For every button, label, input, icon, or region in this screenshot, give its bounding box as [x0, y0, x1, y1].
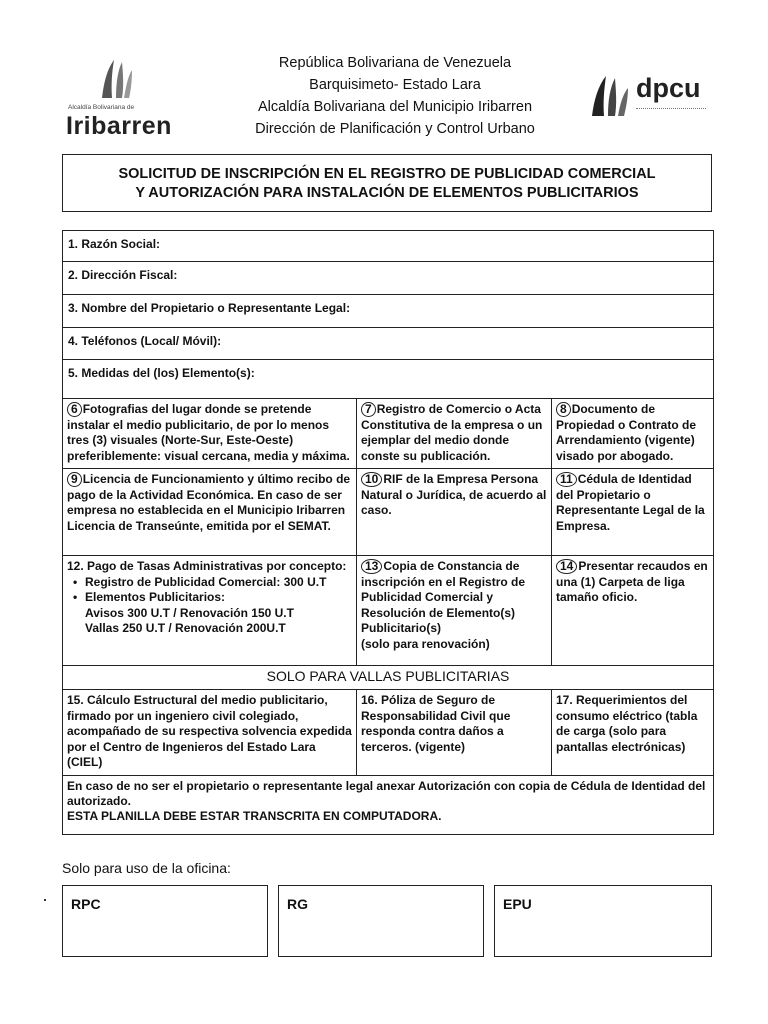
legal-note-line-1: En caso de no ser el propietario o representante legal anexar Autorización con copia de Cédula de Identidad del autorizado.	[67, 779, 706, 808]
dpcu-emblem-icon	[588, 72, 632, 118]
requirement-17: 17. Requerimientos del consumo eléctrico (tabla de carga (solo para pantallas electrónicas)	[556, 693, 698, 754]
requirement-text: Registro de Comercio o Acta Constitutiva de la empresa o un ejemplar del medio donde conste su publicación.	[361, 402, 543, 463]
form-title-line-1: SOLICITUD DE INSCRIPCIÓN EN EL REGISTRO DE PUBLICIDAD COMERCIAL	[118, 166, 656, 182]
requirement-13-sub: (solo para renovación)	[361, 636, 490, 651]
office-use-label: Solo para uso de la oficina:	[62, 860, 231, 876]
fee-vallas: Vallas 250 U.T / Renovación 200U.T	[85, 621, 286, 635]
header-line-3: Alcaldía Bolivariana del Municipio Iribarren	[257, 99, 533, 115]
logo-right-underline	[636, 108, 706, 111]
requirement-text: Licencia de Funcionamiento y último recibo de pago de la Actividad Económica. En caso de ser empresa no establecida en el Municipio Iribarren Licencia de Transeúnte, emitida por el SEMAT.	[67, 472, 351, 533]
requirements-row-2	[63, 469, 713, 556]
requirement-12-title: 12. Pago de Tasas Administrativas por concepto:	[67, 559, 347, 573]
field-propietario[interactable]	[63, 295, 713, 328]
field-razon-social[interactable]	[63, 231, 713, 262]
requirement-12	[63, 556, 357, 665]
requirement-text: Fotografias del lugar donde se pretende instalar el medio publicitario, de por lo menos tres (3) visuales (Norte-Sur, Este-Oeste) preferiblemente: visual cercana, media y máxima.	[67, 402, 350, 463]
requirement-number: 13	[361, 559, 382, 574]
requirement-text: RIF de la Empresa Persona Natural o Jurídica, de acuerdo al caso.	[361, 472, 547, 517]
requirement-number: 14	[556, 559, 577, 574]
field-direccion-fiscal[interactable]	[63, 262, 713, 295]
requirement-10	[357, 469, 552, 555]
field-label: 3. Nombre del Propietario o Representante Legal:	[68, 301, 351, 315]
requirement-text: Copia de Constancia de inscripción en el Registro de Publicidad Comercial y Resolución de Elemento(s) Publicitario(s)	[361, 559, 526, 635]
dpcu-logo	[588, 68, 718, 128]
office-box-epu[interactable]	[494, 885, 712, 957]
requirement-number: 6	[67, 402, 82, 417]
requirement-6	[63, 399, 357, 468]
header-line-1: República Bolivariana de Venezuela	[278, 55, 512, 71]
office-box-label: EPU	[503, 896, 532, 912]
requirement-16: 16. Póliza de Seguro de Responsabilidad Civil que responda contra daños a terceros. (vigente)	[357, 690, 552, 775]
legal-note	[63, 776, 713, 834]
requirement-text: Documento de Propiedad o Contrato de Arrendamiento (vigente) visado por abogado.	[556, 402, 697, 463]
vallas-heading: SOLO PARA VALLAS PUBLICITARIAS	[63, 666, 713, 690]
requirements-row-1	[63, 399, 713, 469]
fee-elementos: • Elementos Publicitarios:	[73, 590, 353, 606]
requirement-number: 8	[556, 402, 571, 417]
field-label: 2. Dirección Fiscal:	[68, 268, 178, 282]
form-title-line-2: Y AUTORIZACIÓN PARA INSTALACIÓN DE ELEMENTOS PUBLICITARIOS	[135, 185, 639, 201]
office-box-label: RG	[287, 896, 308, 912]
requirement-number: 10	[361, 472, 382, 487]
application-form	[62, 230, 714, 835]
requirement-7	[357, 399, 552, 468]
legal-note-line-2: ESTA PLANILLA DEBE ESTAR TRANSCRITA EN COMPUTADORA.	[67, 809, 442, 823]
requirement-text: Cédula de Identidad del Propietario o Representante Legal de la Empresa.	[556, 472, 705, 533]
field-medidas[interactable]	[63, 360, 713, 399]
logo-left-big-text: Iribarren	[66, 112, 172, 140]
field-label: 4. Teléfonos (Local/ Móvil):	[68, 334, 222, 348]
header-line-2: Barquisimeto- Estado Lara	[309, 77, 481, 93]
requirement-number: 7	[361, 402, 376, 417]
field-label: 5. Medidas del (los) Elemento(s):	[68, 366, 255, 380]
requirement-11	[552, 469, 713, 555]
fees-list	[67, 575, 353, 606]
requirement-number: 9	[67, 472, 82, 487]
vallas-requirements-row	[63, 690, 713, 776]
field-label: 1. Razón Social:	[68, 237, 161, 251]
scan-dot	[44, 899, 46, 901]
office-box-label: RPC	[71, 896, 101, 912]
header-line-4: Dirección de Planificación y Control Urbano	[255, 121, 535, 137]
requirement-13	[357, 556, 552, 665]
fee-avisos: Avisos 300 U.T / Renovación 150 U.T	[85, 605, 294, 620]
office-box-rg[interactable]	[278, 885, 484, 957]
fee-registro: • Registro de Publicidad Comercial: 300 U.T	[73, 575, 353, 591]
iribarren-emblem-icon	[96, 58, 136, 102]
requirements-row-3	[63, 556, 713, 666]
office-box-rpc[interactable]	[62, 885, 268, 957]
form-title	[62, 154, 712, 212]
requirement-number: 11	[556, 472, 577, 487]
requirement-text: Presentar recaudos en una (1) Carpeta de liga tamaño oficio.	[556, 559, 708, 604]
requirement-9	[63, 469, 357, 555]
logo-left-small-text: Alcaldía Bolivariana de	[68, 104, 135, 111]
requirement-14	[552, 556, 713, 665]
requirement-15: 15. Cálculo Estructural del medio publicitario, firmado por un ingeniero civil colegiado, acompañado de su respectiva solvencia expedida por el Centro de Ingenieros del Estado Lara (CIEL)	[63, 690, 357, 775]
requirement-8	[552, 399, 713, 468]
iribarren-logo	[62, 58, 182, 148]
logo-right-text: dpcu	[636, 73, 701, 103]
field-telefonos[interactable]	[63, 328, 713, 360]
